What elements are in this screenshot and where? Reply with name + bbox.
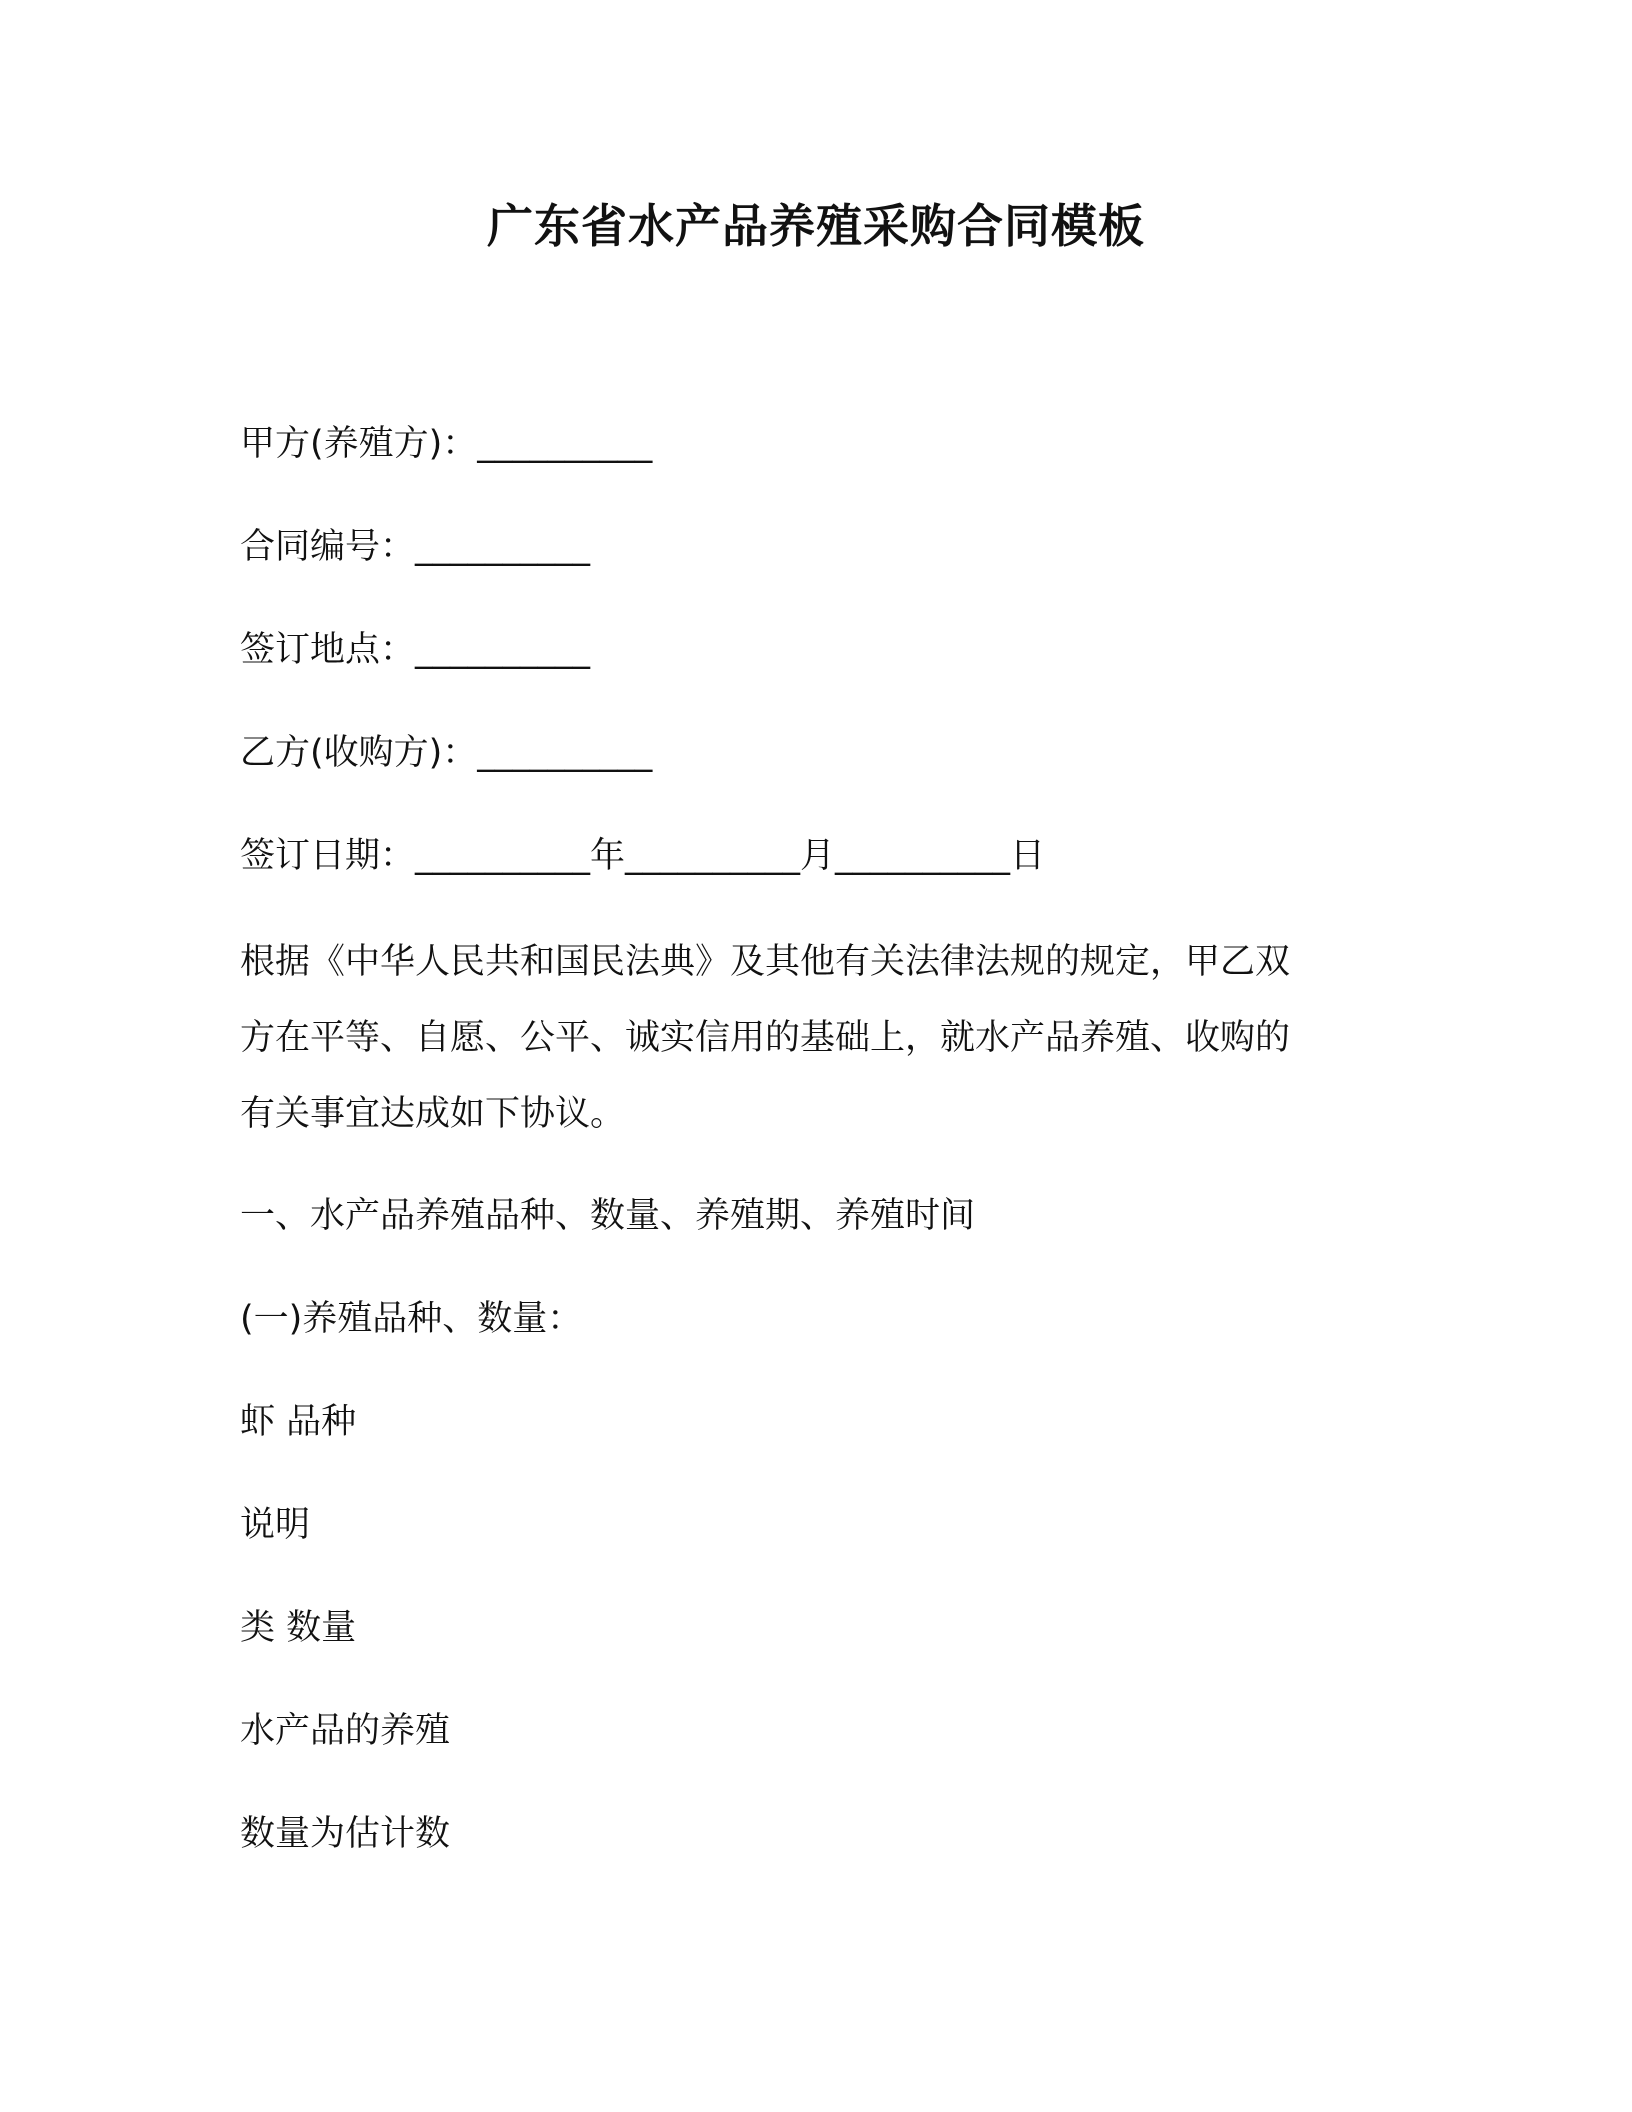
contract-number-field: 合同编号：__________ — [240, 527, 591, 567]
party-b-field: 乙方(收购方)：__________ — [240, 733, 653, 773]
breed-row-3: 类 数量 — [240, 1608, 357, 1648]
intro-line-1: 根据《中华人民共和国民法典》及其他有关法律法规的规定，甲乙双 — [240, 942, 1291, 982]
breed-row-4: 水产品的养殖 — [240, 1711, 451, 1751]
section-1-heading: 一、水产品养殖品种、数量、养殖期、养殖时间 — [240, 1196, 976, 1236]
breed-row-5: 数量为估计数 — [240, 1814, 451, 1854]
section-1-sub-1: (一)养殖品种、数量： — [240, 1299, 583, 1339]
sign-date-field: 签订日期：__________年__________月__________日 — [240, 836, 1046, 876]
document-title: 广东省水产品养殖采购合同模板 — [487, 199, 1145, 253]
intro-paragraph — [240, 924, 1360, 1152]
party-a-field: 甲方(养殖方)：__________ — [240, 424, 653, 464]
breed-row-2: 说明 — [240, 1505, 311, 1545]
intro-line-2: 方在平等、自愿、公平、诚实信用的基础上，就水产品养殖、收购的 — [240, 1018, 1291, 1058]
sign-place-field: 签订地点：__________ — [240, 630, 591, 670]
intro-line-3: 有关事宜达成如下协议。 — [240, 1094, 626, 1134]
breed-row-1: 虾 品种 — [240, 1402, 357, 1442]
